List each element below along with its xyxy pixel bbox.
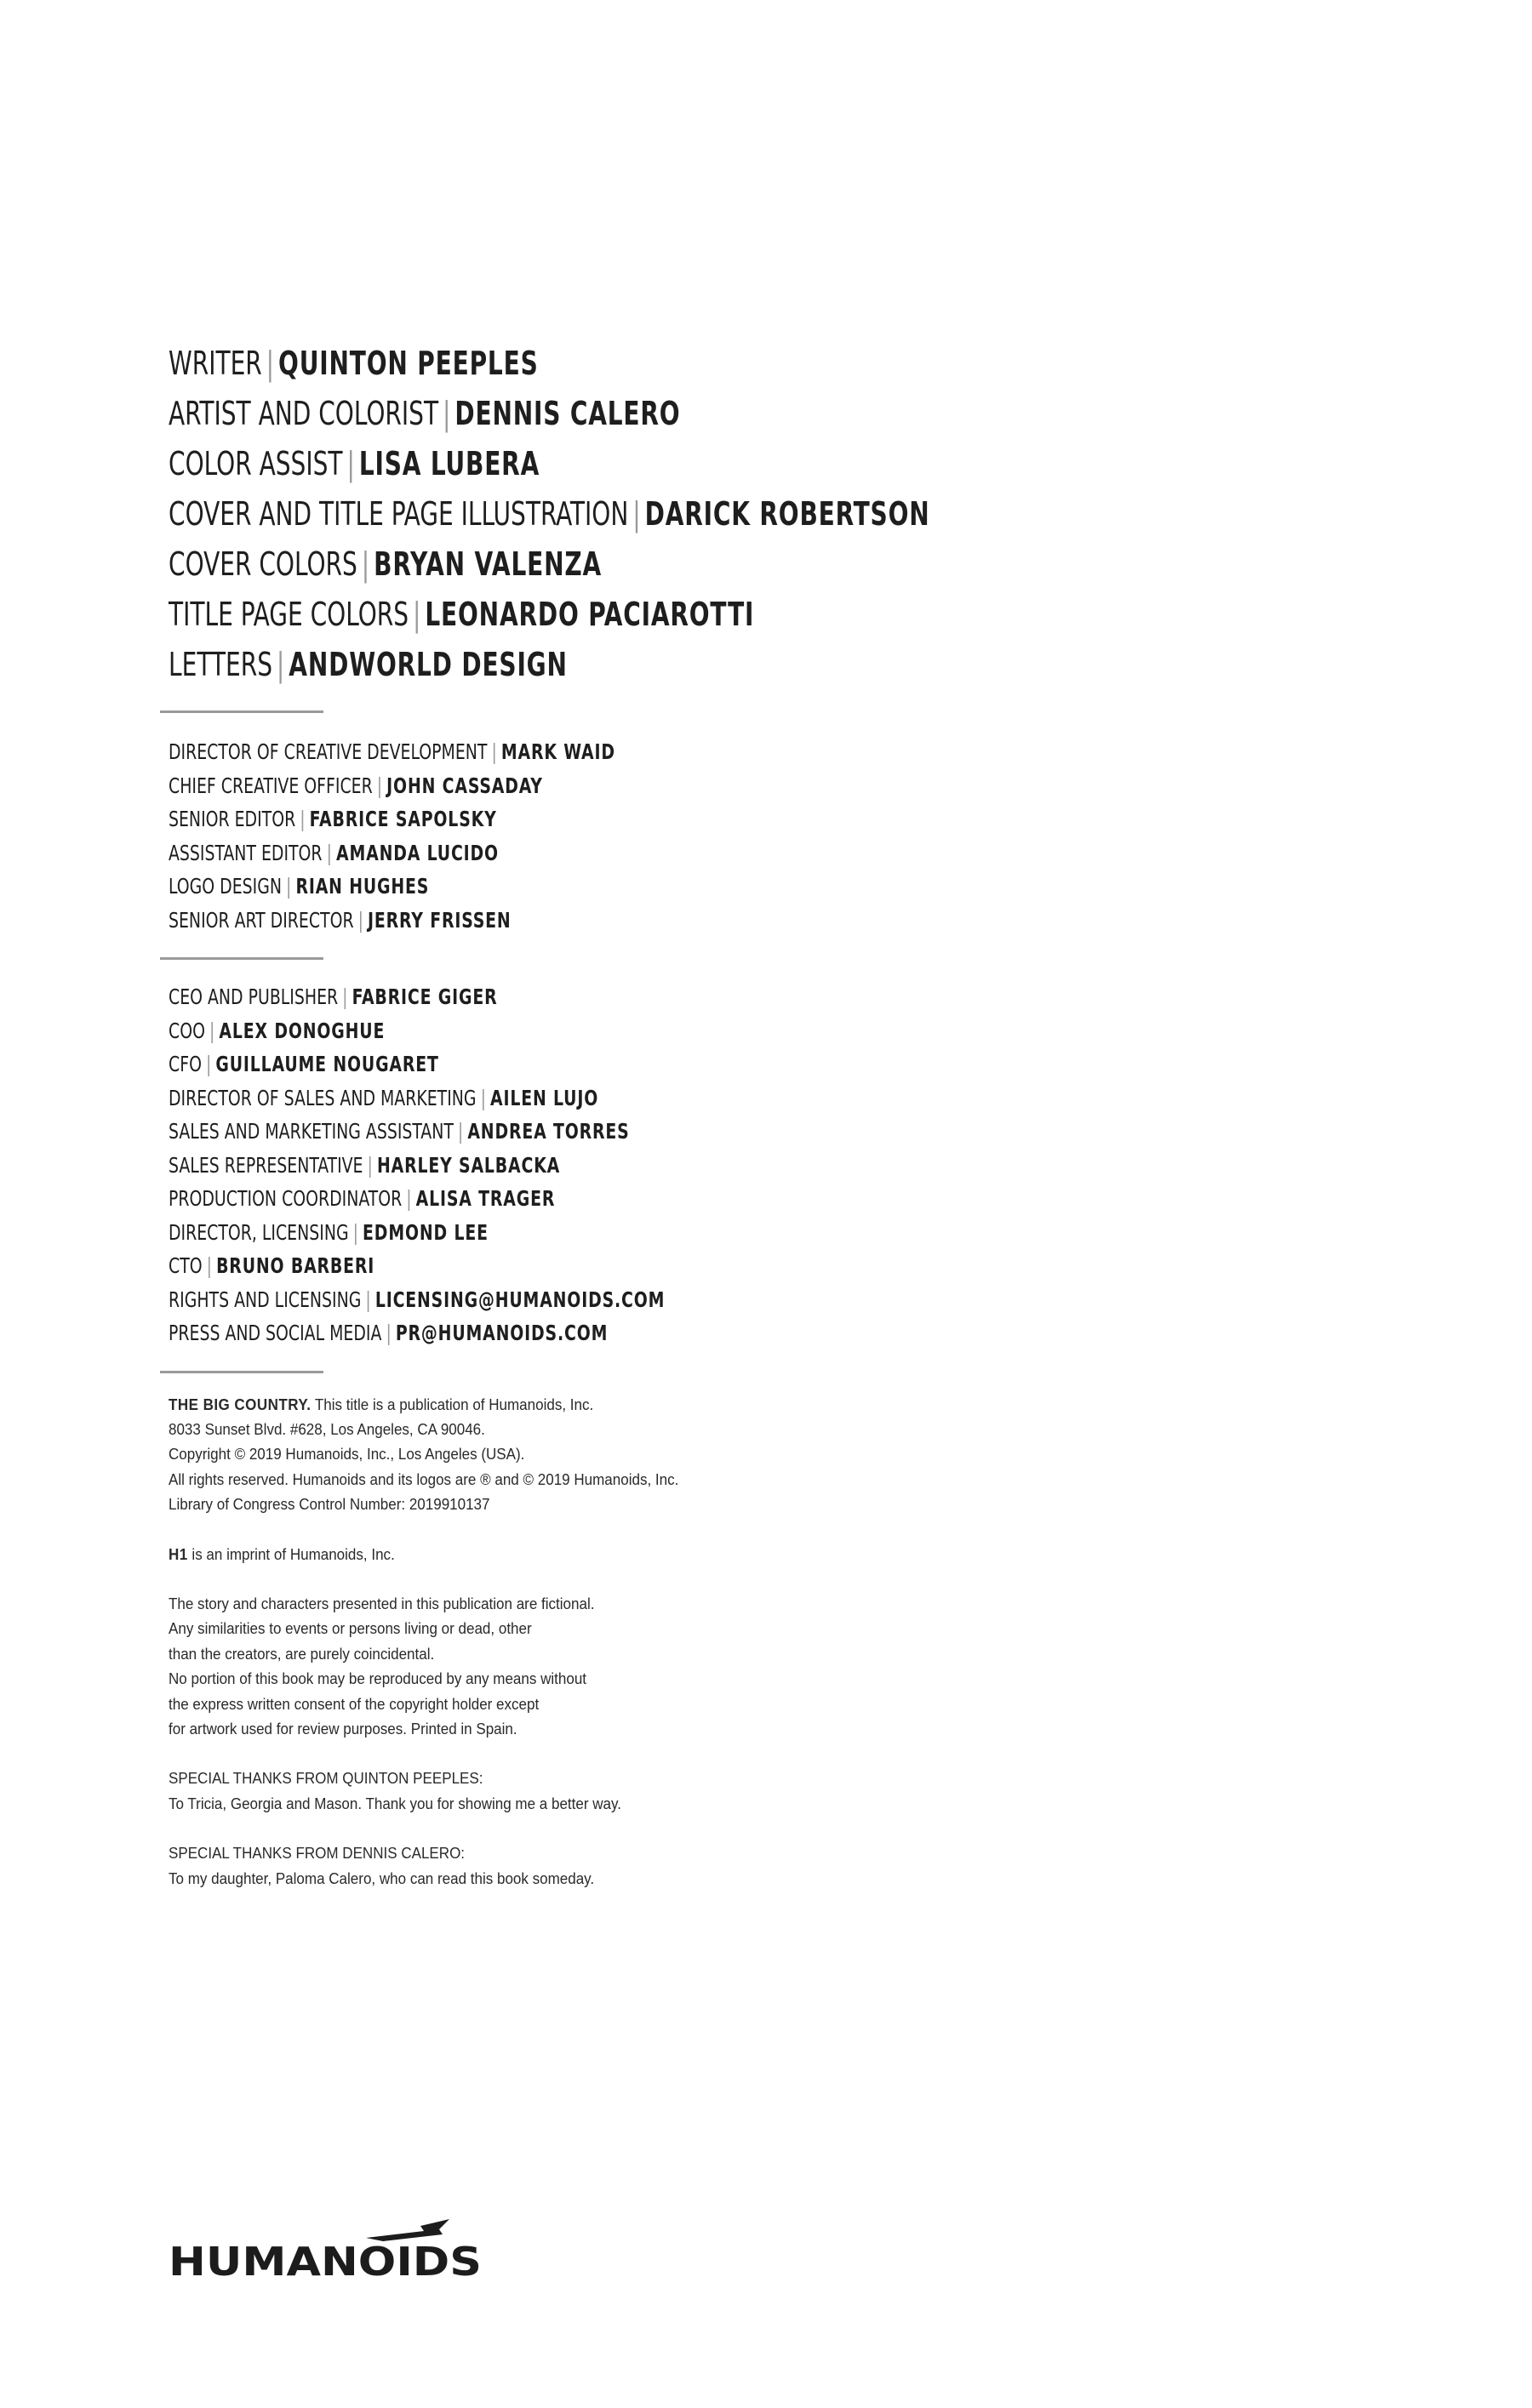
credit-line [169, 439, 1146, 489]
company-credits [169, 980, 1360, 1350]
credits-page [169, 339, 1360, 1915]
credit-line [169, 489, 1146, 539]
book-title: THE BIG COUNTRY. [169, 1395, 312, 1413]
credit-role: PRODUCTION COORDINATOR [169, 1186, 403, 1211]
credit-line [169, 1081, 1169, 1116]
credit-line [169, 1182, 1169, 1216]
credit-line [169, 1249, 1169, 1283]
section-divider [160, 957, 323, 960]
separator: | [357, 907, 364, 933]
loc-line: Library of Congress Control Number: 2019910137 [169, 1495, 490, 1514]
address-line: 8033 Sunset Blvd. #628, Los Angeles, CA 90046. [169, 1419, 485, 1438]
credit-role: TITLE PAGE COLORS [169, 596, 409, 633]
disclaimer [169, 1591, 873, 1741]
separator: | [406, 1186, 412, 1211]
credit-line [169, 539, 1146, 590]
main-credits [169, 339, 1360, 690]
disclaimer-line: the express written consent of the copyright holder except [169, 1694, 540, 1713]
separator: | [413, 596, 421, 633]
credit-name: ANDWORLD DESIGN [289, 646, 568, 683]
credit-name: QUINTON PEEPLES [278, 345, 539, 382]
credit-name: JERRY FRISSEN [368, 907, 512, 933]
separator: | [386, 1321, 392, 1345]
imprint-name: H1 [169, 1544, 188, 1563]
credit-role: COO [169, 1018, 205, 1043]
publication-line [169, 1392, 873, 1417]
separator: | [206, 1253, 213, 1278]
logo-wordmark: HUMANOIDS [169, 2239, 482, 2280]
publication-info [169, 1392, 873, 1517]
credit-name: DARICK ROBERTSON [644, 495, 930, 533]
separator: | [457, 1119, 464, 1144]
section-divider [160, 1371, 323, 1373]
thanks-artist [169, 1840, 873, 1891]
thanks-text: To my daughter, Paloma Calero, who can read this book someday. [169, 1869, 595, 1887]
credit-line [169, 339, 1146, 389]
credit-line [169, 1316, 1169, 1350]
separator: | [209, 1018, 215, 1043]
credit-name: AMANDA LUCIDO [336, 840, 499, 865]
copyright-line: Copyright © 2019 Humanoids, Inc., Los Angeles (USA). [169, 1445, 525, 1464]
credit-role: CEO AND PUBLISHER [169, 984, 339, 1009]
separator: | [352, 1219, 359, 1245]
credit-role: CTO [169, 1253, 203, 1278]
credit-name: LISA LUBERA [358, 445, 540, 482]
humanoids-logo [169, 2212, 485, 2280]
credit-role: RIGHTS AND LICENSING [169, 1287, 362, 1312]
credit-role: CFO [169, 1052, 202, 1076]
credit-line [169, 1216, 1169, 1250]
credit-line [169, 590, 1146, 640]
credit-line [169, 1115, 1169, 1149]
credit-name: GUILLAUME NOUGARET [215, 1052, 439, 1076]
credit-name: ALEX DONOGHUE [219, 1018, 386, 1043]
separator: | [491, 739, 497, 764]
disclaimer-line: for artwork used for review purposes. Printed in Spain. [169, 1719, 517, 1738]
credit-name: HARLEY SALBACKA [376, 1152, 561, 1178]
credit-line [169, 802, 1169, 836]
credit-line [169, 836, 1169, 870]
credit-name: DENNIS CALERO [454, 395, 681, 432]
disclaimer-line: No portion of this book may be reproduced by any means without [169, 1669, 587, 1688]
separator: | [326, 840, 332, 865]
separator: | [286, 874, 292, 899]
credit-role: LETTERS [169, 646, 273, 683]
disclaimer-line: than the creators, are purely coincidental. [169, 1644, 435, 1663]
separator: | [480, 1085, 486, 1110]
imprint-info [169, 1542, 873, 1566]
credit-line [169, 870, 1169, 904]
humanoids-logo-graphic [169, 2212, 485, 2280]
credit-name: JOHN CASSADAY [386, 773, 543, 798]
imprint-text: is an imprint of Humanoids, Inc. [187, 1544, 395, 1563]
separator: | [376, 773, 383, 798]
licensing-email[interactable]: LICENSING@HUMANOIDS.COM [374, 1287, 666, 1312]
credit-line [169, 1014, 1169, 1048]
credit-role: WRITER [169, 345, 262, 382]
credit-role: SENIOR EDITOR [169, 807, 296, 831]
separator: | [266, 345, 275, 382]
credit-role: CHIEF CREATIVE OFFICER [169, 773, 373, 798]
credit-role: COVER AND TITLE PAGE ILLUSTRATION [169, 495, 629, 533]
credit-role: DIRECTOR, LICENSING [169, 1219, 349, 1245]
thanks-writer [169, 1766, 873, 1816]
credit-name: MARK WAID [500, 739, 615, 764]
separator: | [300, 807, 306, 831]
press-email[interactable]: PR@HUMANOIDS.COM [395, 1321, 609, 1345]
separator: | [442, 395, 451, 432]
disclaimer-line: The story and characters presented in this publication are fictional. [169, 1594, 595, 1612]
credit-name: BRUNO BARBERI [216, 1253, 375, 1278]
disclaimer-line: Any similarities to events or persons living or dead, other [169, 1619, 532, 1638]
credit-line [169, 769, 1169, 803]
credit-role: SALES AND MARKETING ASSISTANT [169, 1119, 454, 1144]
credit-line [169, 904, 1169, 938]
separator: | [346, 445, 355, 482]
credit-name: FABRICE SAPOLSKY [309, 807, 497, 831]
credit-line [169, 735, 1169, 769]
credit-name: ANDREA TORRES [467, 1119, 630, 1144]
credit-role: LOGO DESIGN [169, 874, 282, 899]
separator: | [367, 1152, 373, 1178]
editorial-credits [169, 735, 1360, 937]
credit-line [169, 1047, 1169, 1081]
credit-role: DIRECTOR OF SALES AND MARKETING [169, 1085, 477, 1110]
rights-line: All rights reserved. Humanoids and its logos are ® and © 2019 Humanoids, Inc. [169, 1469, 679, 1488]
credit-name: RIAN HUGHES [295, 874, 430, 899]
credit-line [169, 1149, 1169, 1183]
imprint-line [169, 1542, 873, 1566]
credit-role: PRESS AND SOCIAL MEDIA [169, 1321, 382, 1345]
credit-role: ARTIST AND COLORIST [169, 395, 439, 432]
credit-role: ASSISTANT EDITOR [169, 840, 323, 865]
thanks-heading: SPECIAL THANKS FROM DENNIS CALERO: [169, 1844, 466, 1863]
credit-role: SALES REPRESENTATIVE [169, 1152, 363, 1178]
credit-name: BRYAN VALENZA [374, 545, 603, 583]
separator: | [365, 1287, 371, 1312]
credit-name: EDMOND LEE [363, 1219, 489, 1245]
credit-name: ALISA TRAGER [415, 1186, 556, 1211]
publication-text: This title is a publication of Humanoids, Inc. [311, 1395, 594, 1413]
separator: | [361, 545, 370, 583]
credit-name: LEONARDO PACIAROTTI [425, 596, 755, 633]
separator: | [276, 646, 285, 683]
credit-role: DIRECTOR OF CREATIVE DEVELOPMENT [169, 739, 488, 764]
credit-role: COLOR ASSIST [169, 445, 343, 482]
credit-role: COVER COLORS [169, 545, 357, 583]
credit-role: SENIOR ART DIRECTOR [169, 907, 354, 933]
credit-line [169, 640, 1146, 690]
credit-line [169, 389, 1146, 439]
credit-line [169, 1283, 1169, 1317]
section-divider [160, 710, 323, 713]
separator: | [205, 1052, 212, 1076]
thanks-heading: SPECIAL THANKS FROM QUINTON PEEPLES: [169, 1769, 483, 1788]
separator: | [342, 984, 348, 1009]
credit-name: AILEN LUJO [490, 1085, 599, 1110]
separator: | [632, 495, 641, 533]
credit-name: FABRICE GIGER [352, 984, 498, 1009]
credit-line [169, 980, 1169, 1014]
thanks-text: To Tricia, Georgia and Mason. Thank you for showing me a better way. [169, 1794, 621, 1812]
legal-notice [169, 1392, 873, 1892]
